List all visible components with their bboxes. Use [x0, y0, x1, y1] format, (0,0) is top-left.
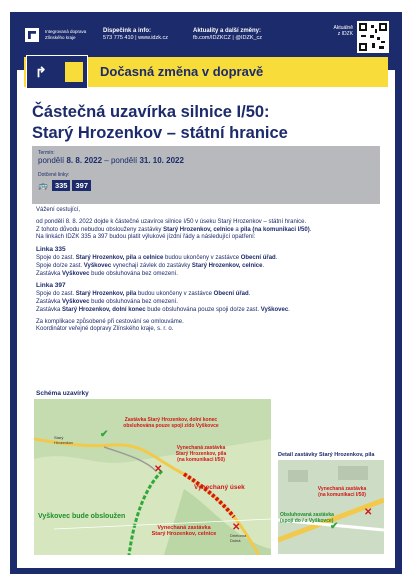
detail-title: Detail zastávky Starý Hrozenkov, pila: [278, 452, 375, 458]
news-info: Aktuality a další změny: fb.com/IDZKCZ | @IDZK_cz: [193, 28, 263, 41]
map-title: Schéma uzavírky: [36, 390, 89, 397]
header: [17, 18, 395, 58]
term-box: [32, 146, 380, 204]
closed-stop-marker: ✕: [154, 464, 163, 475]
contact-info: Dispečink a info: 573 775 410 | www.idzk.cz: [103, 28, 169, 41]
annotation-dolni-konec: Zastávka Starý Hrozenkov, dolní konec obsluhována pouze spoji z/do Vyškovce: [123, 417, 219, 429]
town-label: Starý Hrozenkov: [54, 435, 74, 445]
annotation-vyskovec: Vyškovec bude obsloužen: [38, 513, 126, 520]
town-label: Drietoma Dolná: [230, 533, 247, 543]
line-335-section: Linka 335 Spoje do zast. Starý Hrozenkov, pila a celnice budou ukončeny v zastávce Obecní úřad. Spoje do/ze zast. Vyškovec vynechají závlek do zastávky Starý Hrozenkov, celnice. Zastávka Vyškovec bude obsluhována bez omezení.: [36, 246, 278, 277]
term-value: pondělí 8. 8. 2022 – pondělí 31. 10. 2022: [38, 156, 184, 165]
banner-title: Dočasná změna v dopravě: [100, 64, 264, 79]
notice-body: [36, 207, 380, 338]
term-caption: Termín:: [38, 150, 55, 156]
change-banner: [24, 57, 388, 87]
roadwork-icon: [65, 62, 83, 82]
line-badge: 335: [52, 180, 71, 191]
idzk-logo-icon: [25, 28, 39, 42]
detail-annotation-skip: Vynechaná zastávka (na komunikaci I/50): [317, 486, 367, 498]
closed-stop-marker: ✕: [232, 522, 241, 533]
qr-label: Aktuálně z IDZK: [333, 25, 353, 37]
intro-paragraph: od pondělí 8. 8. 2022 dojde k částečné uzavírce silnice I/50 v úseku Starý Hrozenkov – státní hranice. Z tohoto důvodu nebudou obslouženy zastávky Starý Hrozenkov, celnice a pila (na komunikaci I/50). Na linkách IDZK 335 a 397 budou platit výlukové jízdní řády a následující opatření:: [36, 218, 312, 241]
detail-annotation-served: Obsluhovaná zastávka (spoji do / z Vyškovce): [280, 512, 334, 524]
route-change-icon: ↱: [26, 55, 88, 89]
served-stop-marker: ✔: [330, 521, 339, 532]
stop-detail-map: [278, 460, 384, 554]
page-title: Částečná uzavírka silnice I/50: Starý Hrozenkov – státní hranice: [32, 103, 288, 142]
closure-map: [34, 399, 271, 555]
closing: Za komplikace způsobené při cestování se omlouváme. Koordinátor veřejné dopravy Zlínského kraje, s. r. o.: [36, 318, 184, 333]
closed-stop-marker: ✕: [364, 507, 373, 518]
annotation-section: Vynechaný úsek: [194, 484, 245, 491]
served-stop-marker: ✔: [100, 429, 109, 440]
qr-code-icon[interactable]: [357, 21, 389, 53]
annotation-skip-celnice: Vynechaná zastávka Starý Hrozenkov, celnice: [151, 525, 217, 537]
org-name: Integrovaná doprava Zlínského kraje: [45, 29, 87, 40]
bus-icon: 🚌: [38, 181, 48, 190]
lines-caption: Dotčené linky:: [38, 172, 70, 178]
greeting: Vážení cestující,: [36, 207, 81, 213]
line-397-section: Linka 397 Spoje do zast. Starý Hrozenkov, pila budou ukončeny v zastávce Obecní úřad. Zastávka Vyškovec bude obsluhována bez omezení. Zastávka Starý Hrozenkov, dolní konec bude obsluhována pouze spoji do/ze zast. Vyškovec.: [36, 282, 290, 313]
annotation-skip-pila: Vynechaná zastávka Starý Hrozenkov, pila (na komunikaci I/50): [175, 445, 227, 463]
line-badge: 397: [72, 180, 91, 191]
affected-lines: [38, 180, 91, 191]
